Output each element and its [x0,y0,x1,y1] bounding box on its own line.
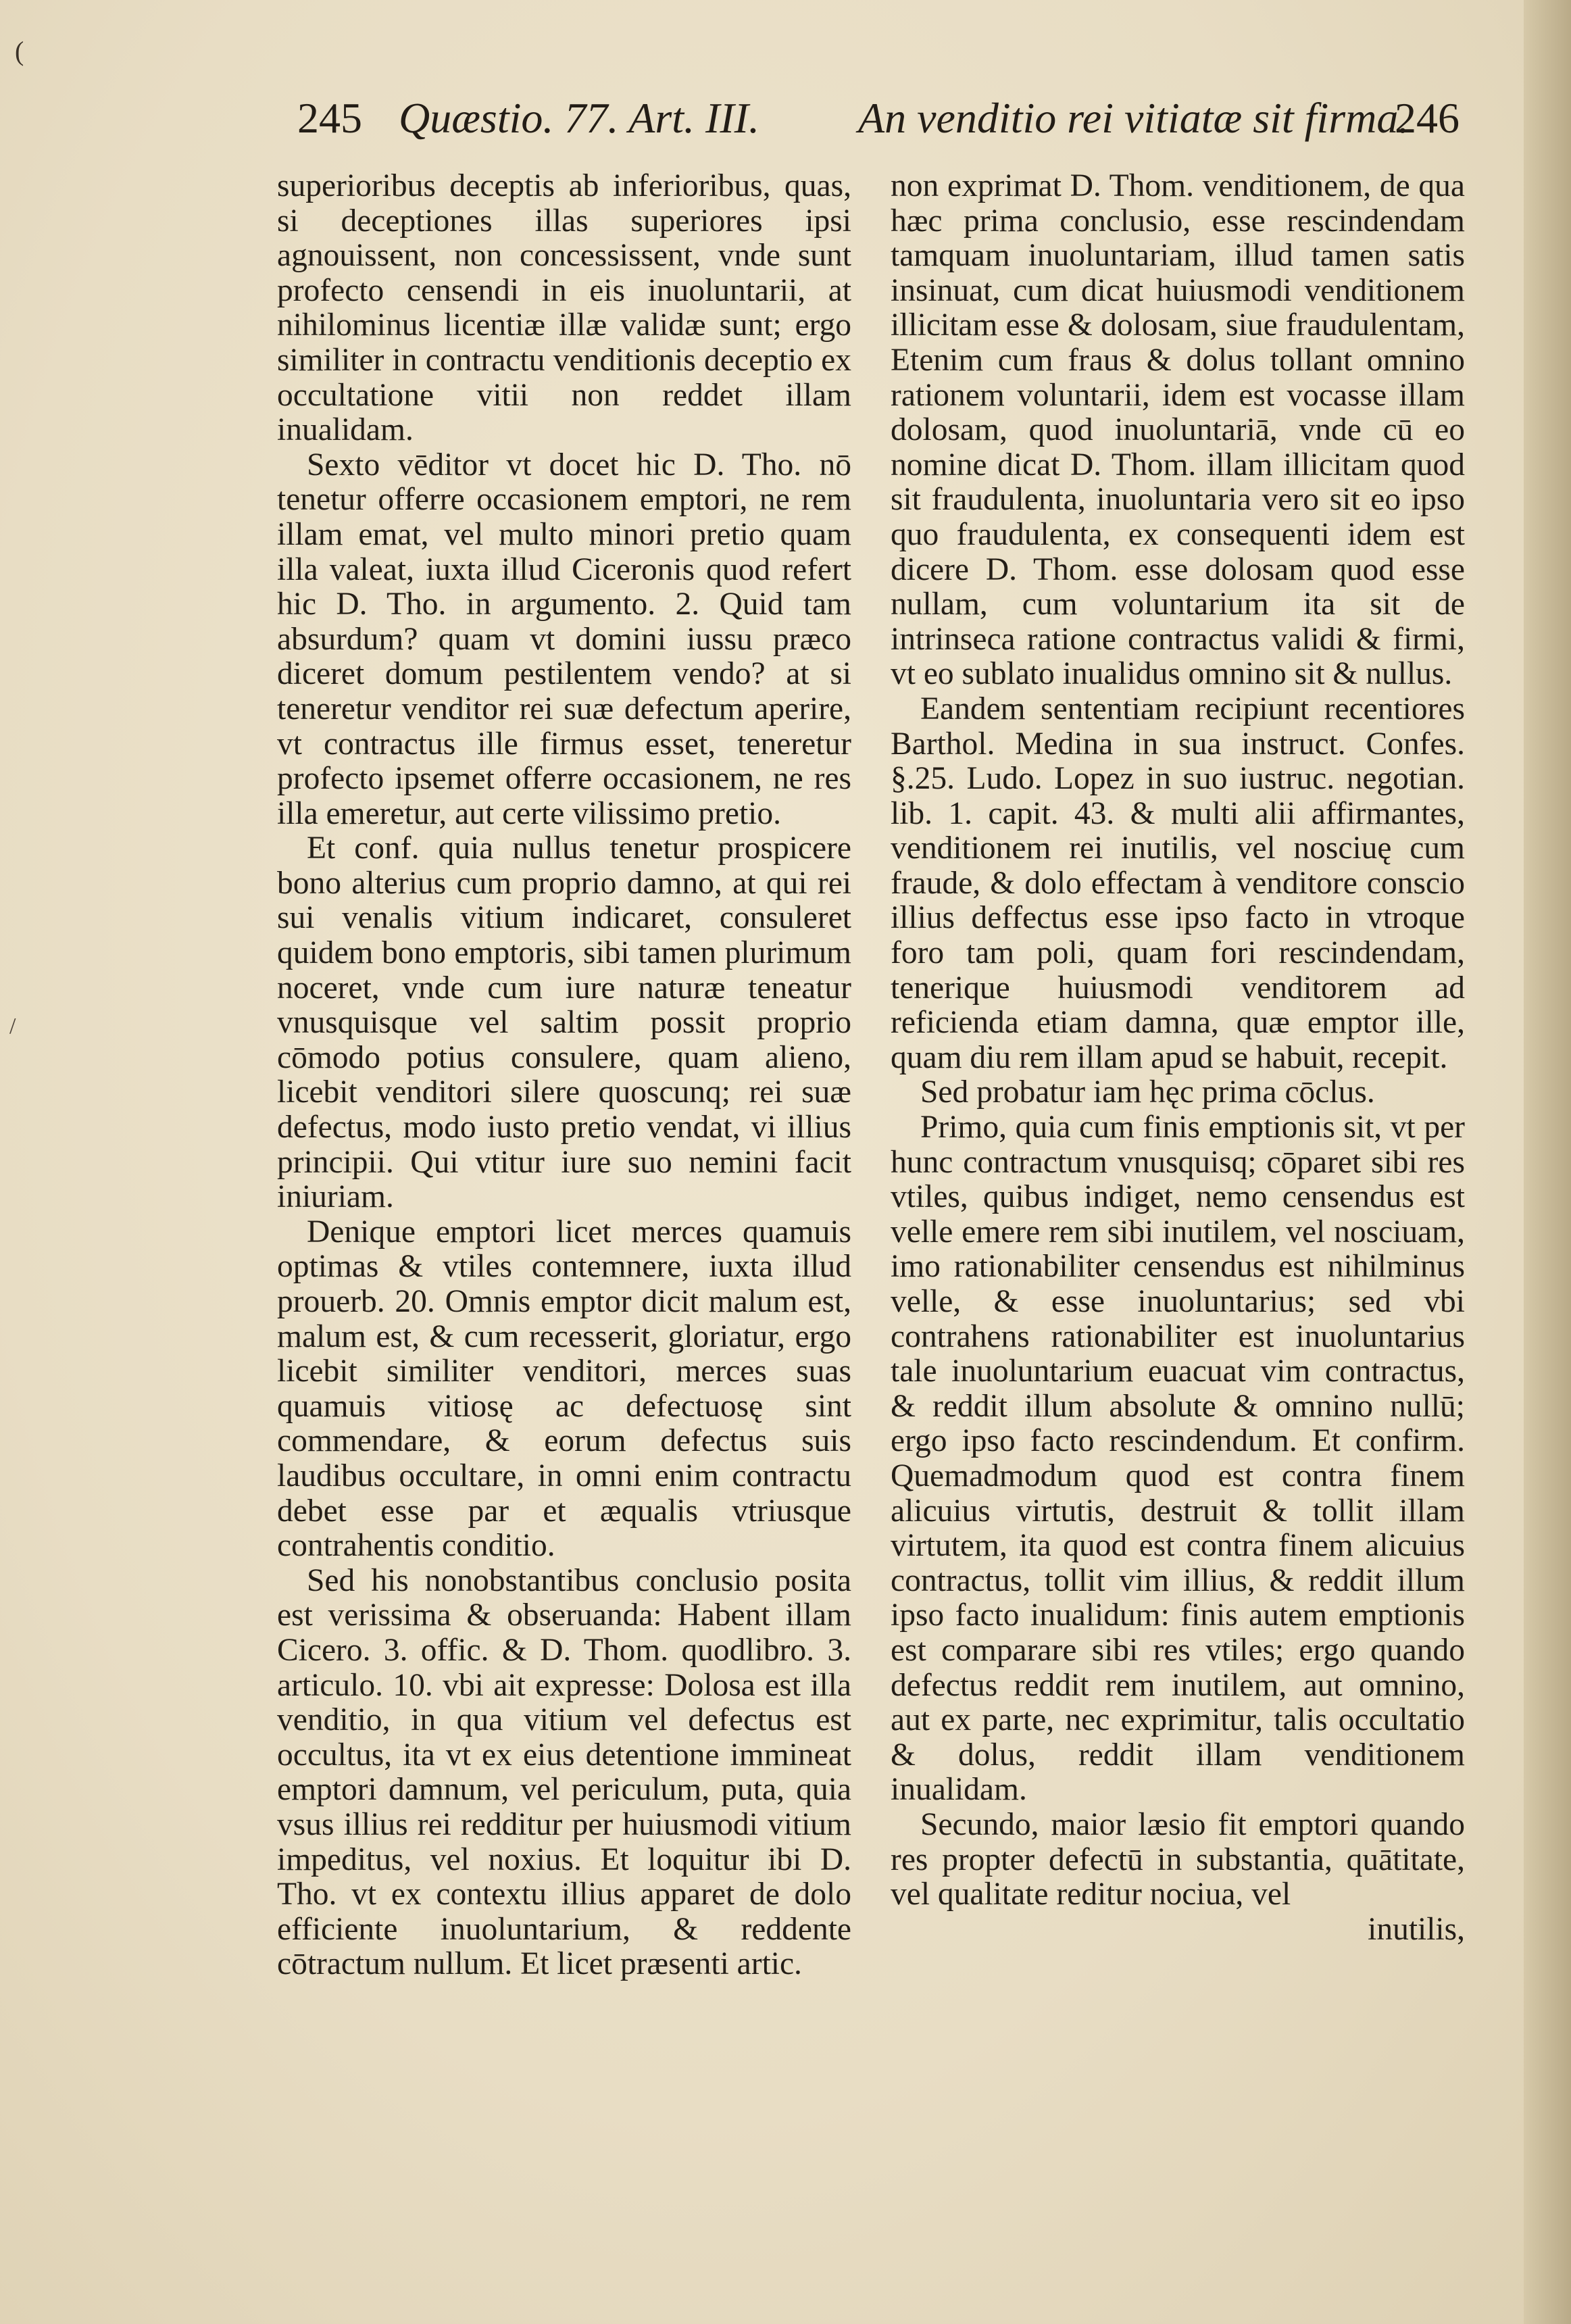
paragraph: superioribus deceptis ab inferioribus, quas, si deceptiones illas superiores ipsi agnouissent, non concessissent, vnde sunt profecto censendi in eis inuoluntarii, at nihilominus licentiæ illæ validæ sunt; ergo similiter in contractu venditionis deceptio ex occultatione vitii non reddet illam inualidam. [277,168,851,448]
binding-gutter [1524,0,1571,2324]
paragraph: Primo, quia cum finis emptionis sit, vt per hunc contractum vnusquisq; cōparet sibi res vtiles, quibus indiget, nemo censendus est velle emere rem sibi inutilem, vel nosciuam, imo rationabiliter censendus est nihilminus velle, & esse inuoluntarius; sed vbi contrahens rationabiliter est inuoluntarius tale inuoluntarium euacuat vim contractus, & reddit illum absolute & omnino nullū; ergo ipso facto rescindendum. Et confirm. Quemadmodum quod est contra finem alicuius virtutis, destruit & tollit illam virtutem, ita quod est contra finem alicuius contractus, tollit vim illius, & reddit illum ipso facto inualidum: finis autem emptionis est comparare sibi res vtiles; ergo quando defectus reddit rem inutilem, aut omnino, aut ex parte, nec exprimitur, talis occultatio & dolus, reddit illam venditionem inualidam. [891,1110,1465,1808]
paragraph: Sed probatur iam hęc prima cōclus. [920,1074,1375,1110]
page-number-right: 246 [1395,94,1460,142]
paragraph: Denique emptori licet merces quamuis optimas & vtiles contemnere, iuxta illud prouerb. 20. Omnis emptor dicit malum est, malum est, & cum recesserit, gloriatur, ergo licebit similiter venditori, merces suas quamuis vitiosę ac defectuosę sint commendare, & eorum defectus suis laudibus occultare, in omni enim contractu debet esse par et æqualis vtriusque contrahentis conditio. [277,1214,851,1564]
paragraph: Eandem sententiam recipiunt recentiores Barthol. Medina in sua instruct. Confes. §.25. Ludo. Lopez in suo iustruc. negotian. lib. 1. capit. 43. & multi alii affirmantes, venditionem rei inutilis, vel nosciuę cum fraude, & dolo effectam à venditore conscio illius deffectus esse ipso facto in vtroque foro tam poli, quam fori rescindendam, tenerique huiusmodi venditorem ad reficienda etiam damna, quæ emptor ille, quam diu rem illam apud se habuit, recepit. [891,691,1465,1075]
catchword: inutilis, [1368,1911,1465,1947]
paragraph: Secundo, maior læsio fit emptori quando res propter defectū in substantia, quātitate, vel qualitate reditur nociua, vel [891,1806,1465,1912]
paragraph: non exprimat D. Thom. venditionem, de qua hæc prima conclusio, esse rescindendam tamquam inuoluntariam, illud tamen satis insinuat, cum dicat huiusmodi venditionem illicitam esse & dolosam, siue fraudulentam, Etenim cum fraus & dolus tollant omnino rationem voluntarii, idem est vocasse illam dolosam, quod inuoluntariā, vnde cū eo nomine dicat D. Thom. illam illicitam quod sit fraudulenta, inuoluntaria vero sit eo ipso quo fraudulenta, ex consequenti idem est dicere D. Thom. esse dolosam quod esse nullam, cum voluntarium ita sit de intrinseca ratione contractus validi & firmi, vt eo sublato inualidus omnino sit & nullus. [891,168,1465,692]
margin-mark: ( [15,36,24,66]
margin-tick: / [9,1014,16,1039]
right-column [891,169,1465,1947]
paragraph: Et conf. quia nullus tenetur prospicere bono alterius cum proprio damno, at qui rei sui venalis vitium indicaret, consuleret quidem bono emptoris, sibi tamen plurimum noceret, vnde cum iure naturæ teneatur vnusquisque vel saltim possit proprio cōmodo potius consulere, quam alieno, licebit venditori silere quoscunq; rei suæ defectus, modo iusto pretio vendat, vi illius principii. Qui vtitur iure suo nemini facit iniuriam. [277,831,851,1215]
running-title-left: Quæstio. 77. Art. III. [399,94,759,142]
paragraph: Sexto vēditor vt docet hic D. Tho. nō tenetur offerre occasionem emptori, ne rem illam emat, vel multo minori pretio quam illa valeat, iuxta illud Ciceronis quod refert hic D. Tho. in argumento. 2. Quid tam absurdum? quam vt domini iussu præco diceret domum pestilentem vendo? at si teneretur venditor rei suæ defectum aperire, vt contractus ille firmus esset, teneretur profecto ipsemet offerre occasionem, ne res illa emeretur, aut certe vilissimo pretio. [277,447,851,831]
left-column [277,169,851,1982]
paragraph: Sed his nonobstantibus conclusio posita est verissima & obseruanda: Habent illam Cicero. 3. offic. & D. Thom. quodlibro. 3. articulo. 10. vbi ait expresse: Dolosa est illa venditio, in qua vitium vel defectus est occultus, ita vt ex eius detentione immineat emptori damnum, vel periculum, puta, quia vsus illius rei redditur per huiusmodi vitium impeditus, vel noxius. Et loquitur ibi D. Tho. vt ex contextu illius apparet de dolo efficiente inuoluntarium, & reddente cōtractum nullum. Et licet præsenti artic. [277,1562,851,1982]
page-number-left: 245 [297,94,362,142]
running-header [297,93,1460,147]
running-title-right: An venditio rei vitiatæ sit firma. [858,94,1410,142]
